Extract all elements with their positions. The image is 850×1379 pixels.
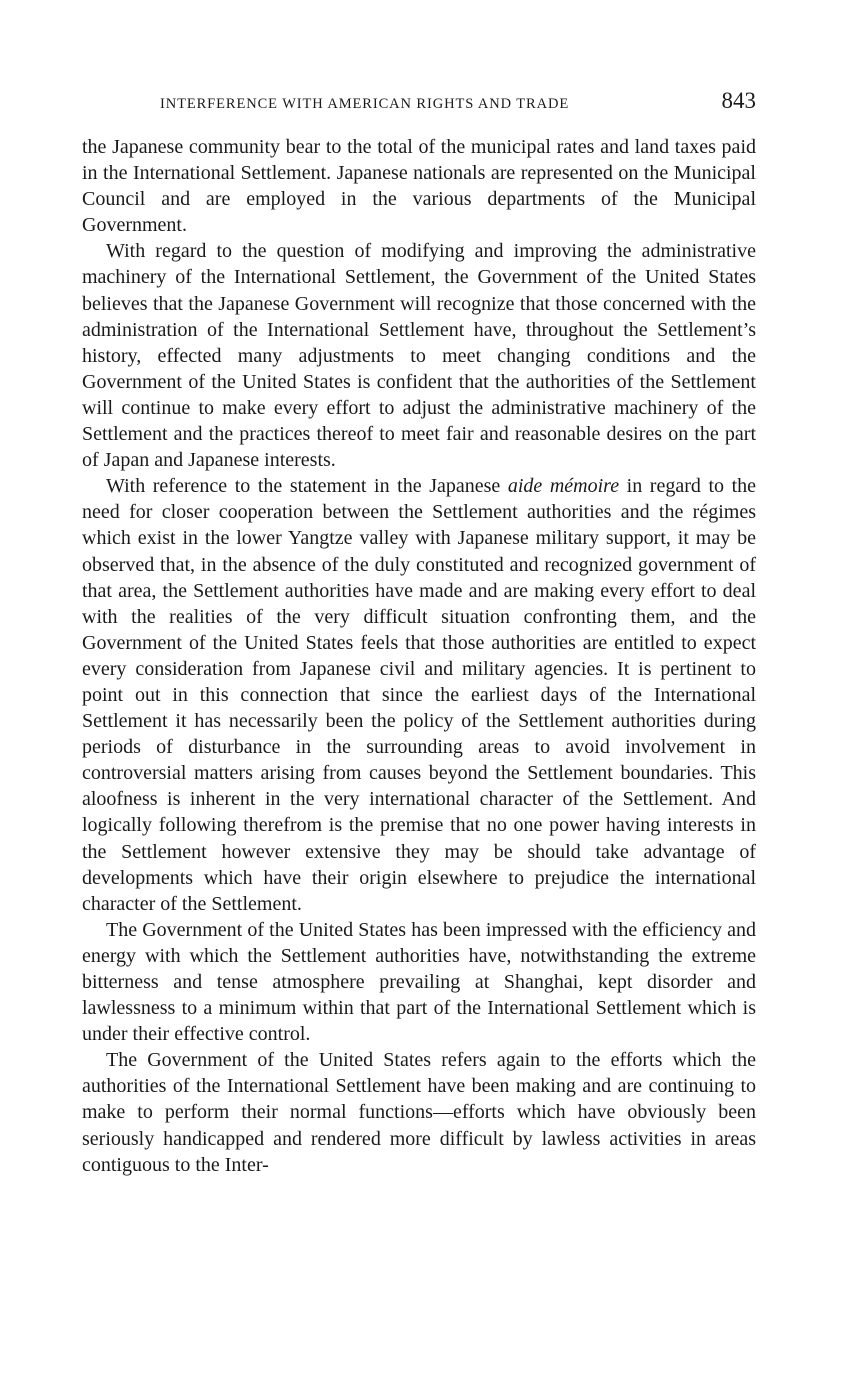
paragraph-continued: the Japanese community bear to the total of the municipal rates and land taxes paid in the International Settlement. Japanese nationals are represented on the Municipal Council and are employed in the various departments of the Municipal Government. <box>82 136 756 237</box>
aide-memoire-term: aide mémoire <box>507 475 620 498</box>
paragraph-efficiency: The Government of the United States has been impressed with the efficiency and energy with which the Settlement authorities have, notwithstanding the extreme bitterness and tense atmosphere prevailing at Shanghai, kept disorder and lawlessness to a minimum within that part of the International Settlement which is under their effective control. <box>82 918 756 1046</box>
paragraph-aide-memoire <box>82 473 756 917</box>
document-page <box>82 88 756 1178</box>
page-number: 843 <box>721 88 756 113</box>
paragraph-normal-functions: The Government of the United States refers again to the efforts which the authorities of the International Settlement have been making and are continuing to make to perform their normal functions—efforts which have obviously been seriously handicapped and rendered more difficult by lawless activities in areas contiguous to the Inter- <box>82 1049 756 1176</box>
paragraph-text-start: With reference to the statement in the Japanese <box>106 475 508 498</box>
body-text <box>82 134 756 1178</box>
running-title: INTERFERENCE WITH AMERICAN RIGHTS AND TRADE <box>160 96 570 112</box>
paragraph-text-end: in regard to the need for closer cooperation between the Settlement authorities and the régimes which exist in the lower Yangtze valley with Japanese military support, it may be observed that, in the absence of the duly constituted and recognized government of that area, the Settlement authorities have made and are making every effort to deal with the realities of the very difficult situation confronting them, and the Government of the United States feels that those authorities are entitled to expect every consideration from Japanese civil and military agencies. It is pertinent to point out in this connection that since the earliest days of the International Settlement it has necessarily been the policy of the Settlement authorities during periods of disturbance in the surrounding areas to avoid involvement in controversial matters arising from causes beyond the Settlement boundaries. This aloofness is inherent in the very international character of the Settlement. And logically following therefrom is the premise that no one power having interests in the Settlement however extensive they may be should take advantage of developments which have their origin elsewhere to prejudice the international character of the Settlement. <box>82 475 757 915</box>
paragraph-administrative-machinery: With regard to the question of modifying and improving the administrative machinery of the International Settlement, the Government of the United States believes that the Japanese Government will recognize that those concerned with the administration of the International Settlement have, throughout the Settlement’s history, effected many adjustments to meet changing conditions and the Government of the United States is confident that the authorities of the Settlement will continue to make every effort to adjust the administrative machinery of the Settlement and the practices thereof to meet fair and reasonable desires on the part of Japan and Japanese interests. <box>82 240 756 472</box>
running-header <box>82 88 756 124</box>
